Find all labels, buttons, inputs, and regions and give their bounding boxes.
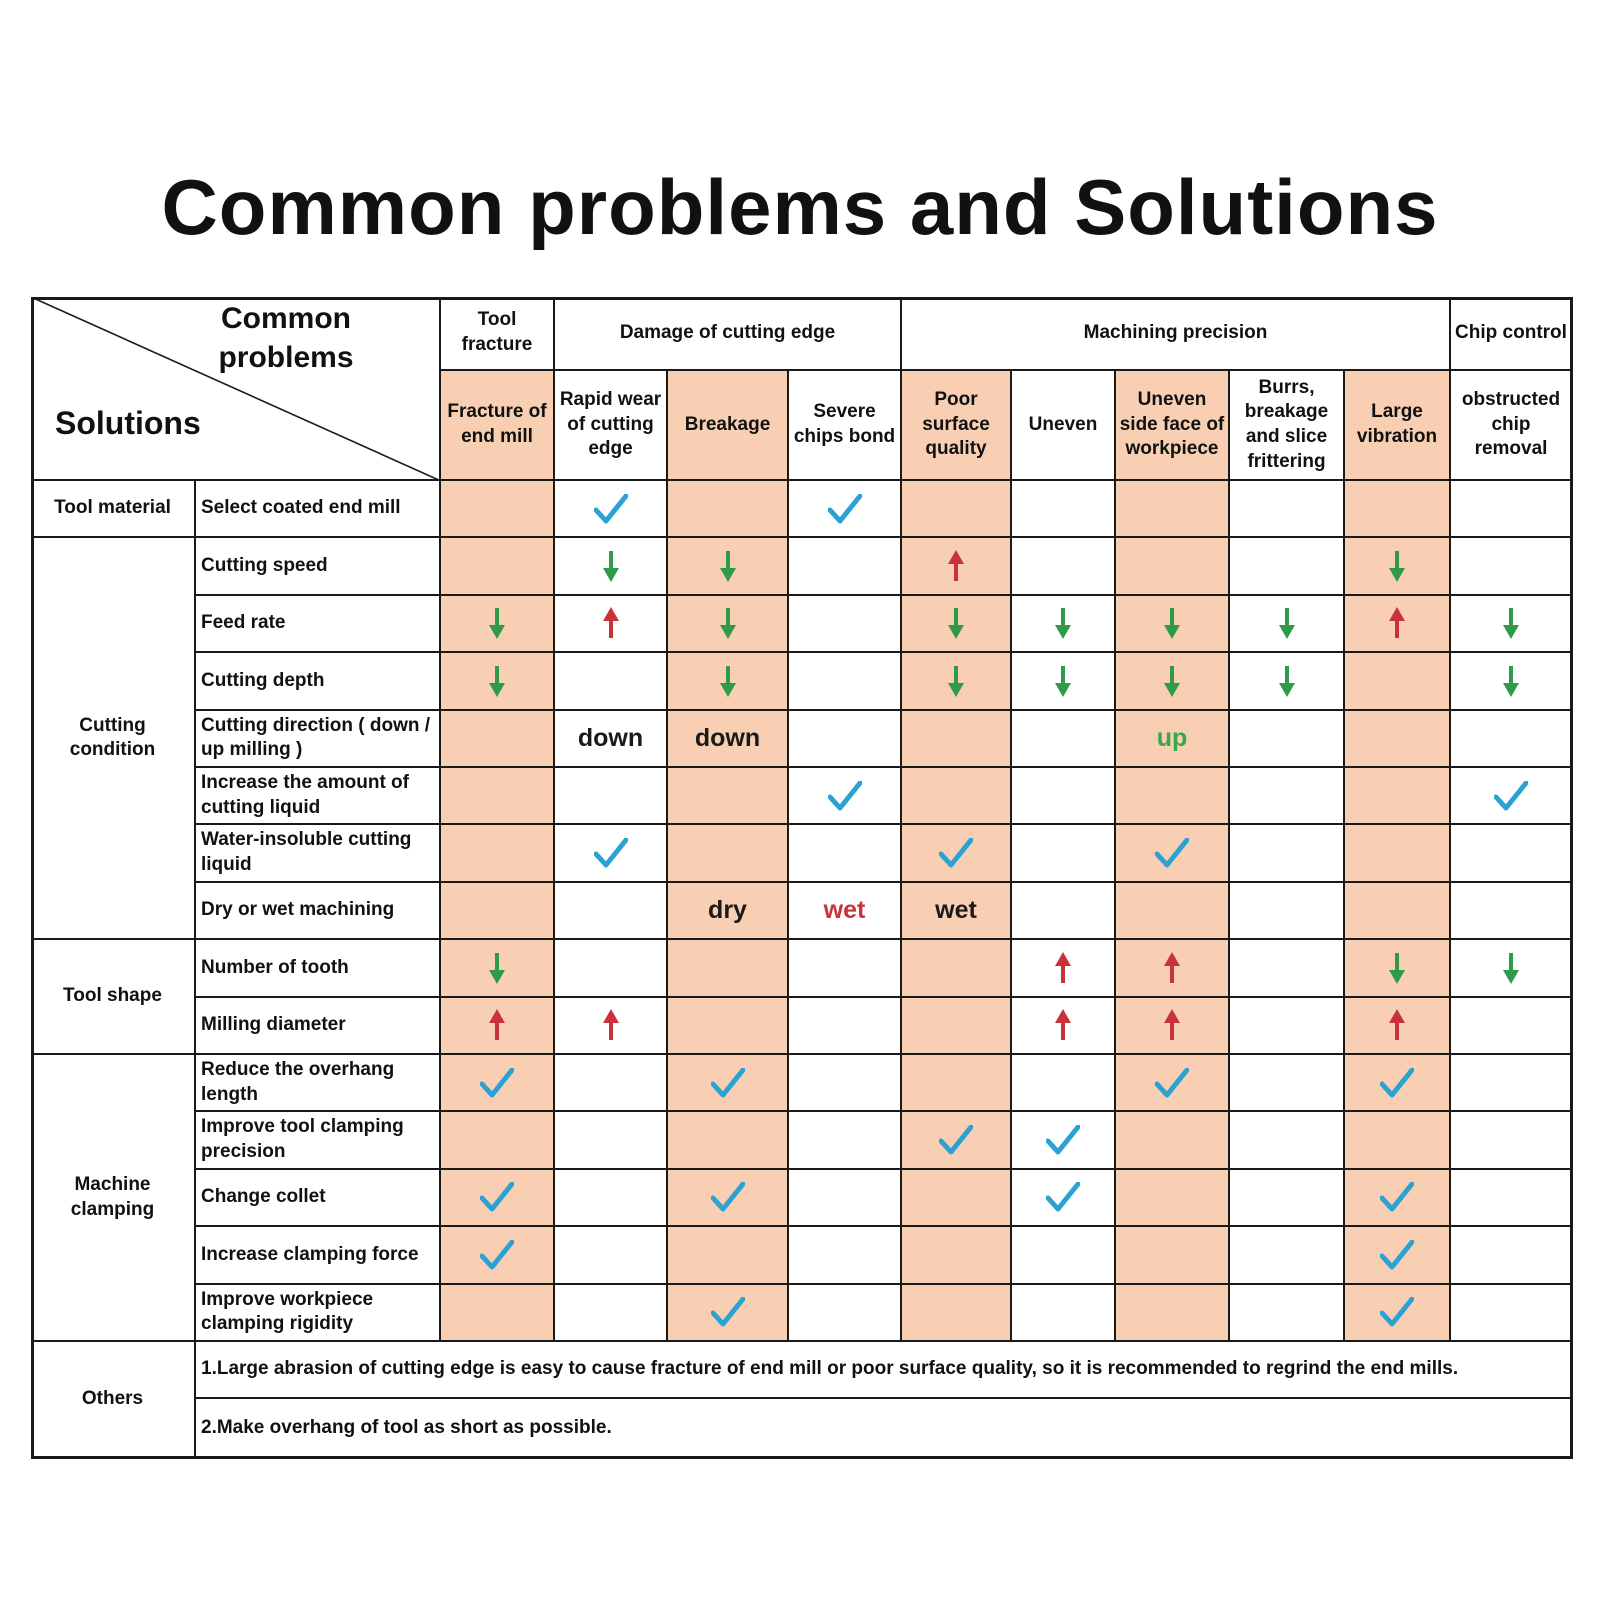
table-cell <box>1451 481 1573 538</box>
arrow-up-icon <box>602 606 620 640</box>
row-label-text: Cutting speed <box>201 554 328 576</box>
check-icon <box>711 1182 745 1212</box>
table-cell <box>1116 825 1230 882</box>
arrow-up-icon <box>1388 606 1406 640</box>
table-cell <box>668 768 789 825</box>
row-label-text: Change collet <box>201 1186 326 1208</box>
table-cell <box>1012 940 1116 997</box>
table-cell <box>1012 883 1116 940</box>
table-cell <box>1345 711 1451 768</box>
table-cell <box>1230 1112 1345 1169</box>
row-label <box>196 940 441 997</box>
column-header <box>1451 371 1573 481</box>
table-cell <box>668 998 789 1055</box>
group-header <box>441 297 555 371</box>
row-label <box>196 1285 441 1342</box>
column-header-label: obstructed chip removal <box>1461 388 1561 460</box>
table-cell <box>441 825 555 882</box>
column-header <box>555 371 668 481</box>
arrow-down-icon <box>1163 664 1181 698</box>
table-cell <box>1451 596 1573 653</box>
cell-word: wet <box>935 896 977 925</box>
table-cell <box>668 596 789 653</box>
arrow-up-icon <box>1054 1008 1072 1042</box>
table-cell <box>441 1112 555 1169</box>
arrow-down-icon <box>1054 606 1072 640</box>
table-cell <box>902 653 1012 710</box>
table-cell <box>441 596 555 653</box>
table-cell <box>1451 768 1573 825</box>
table-cell <box>668 538 789 595</box>
row-label <box>196 596 441 653</box>
cell-word: dry <box>708 896 747 925</box>
table-cell <box>668 711 789 768</box>
table-cell <box>441 1227 555 1284</box>
column-header-label: Uneven <box>1028 413 1098 435</box>
table-cell <box>1230 711 1345 768</box>
column-header <box>1230 371 1345 481</box>
arrow-down-icon <box>1278 606 1296 640</box>
table-cell <box>902 1285 1012 1342</box>
solutions-label: Solutions <box>55 405 201 441</box>
table-cell <box>789 1285 902 1342</box>
check-icon <box>594 838 628 868</box>
table-cell <box>1012 768 1116 825</box>
others-label: Others <box>81 1388 144 1410</box>
table-cell <box>1116 1170 1230 1227</box>
arrow-down-icon <box>488 951 506 985</box>
table-cell <box>441 1055 555 1112</box>
column-header-label: Burrs, breakage and slice frittering <box>1244 376 1329 472</box>
table-cell <box>1345 998 1451 1055</box>
row-label <box>196 653 441 710</box>
category-cell <box>31 481 196 538</box>
table-cell <box>789 1227 902 1284</box>
category-label: Tool shape <box>63 985 162 1007</box>
table-cell <box>1230 596 1345 653</box>
table-cell <box>1345 1170 1451 1227</box>
table-cell <box>902 1170 1012 1227</box>
group-header-label: Chip control <box>1455 321 1567 343</box>
table-cell <box>1230 1285 1345 1342</box>
table-cell <box>555 481 668 538</box>
group-header <box>1451 297 1573 371</box>
table-cell <box>555 768 668 825</box>
check-icon <box>828 494 862 524</box>
row-label <box>196 711 441 768</box>
row-label <box>196 481 441 538</box>
table-cell <box>1230 481 1345 538</box>
arrow-down-icon <box>602 549 620 583</box>
category-cell <box>31 1055 196 1342</box>
table-cell <box>1116 1055 1230 1112</box>
table-cell <box>1116 481 1230 538</box>
table-cell <box>668 1227 789 1284</box>
arrow-down-icon <box>947 664 965 698</box>
table-cell <box>902 940 1012 997</box>
arrow-up-icon <box>947 549 965 583</box>
table-cell <box>1116 768 1230 825</box>
table-cell <box>1345 596 1451 653</box>
table-cell <box>1451 1170 1573 1227</box>
arrow-up-icon <box>1163 1008 1181 1042</box>
check-icon <box>1046 1182 1080 1212</box>
check-icon <box>1380 1182 1414 1212</box>
table-cell <box>789 1112 902 1169</box>
row-label-text: Cutting depth <box>201 669 325 691</box>
row-label <box>196 883 441 940</box>
arrow-down-icon <box>1502 606 1520 640</box>
table-cell <box>555 825 668 882</box>
table-cell <box>441 653 555 710</box>
table-cell <box>1116 940 1230 997</box>
table-cell <box>1451 1285 1573 1342</box>
column-header <box>902 371 1012 481</box>
table-cell <box>902 1227 1012 1284</box>
table-cell <box>1451 653 1573 710</box>
table-cell <box>789 538 902 595</box>
table-cell <box>1116 1227 1230 1284</box>
table-cell <box>1345 768 1451 825</box>
check-icon <box>480 1182 514 1212</box>
table-cell <box>789 940 902 997</box>
table-cell <box>789 768 902 825</box>
group-header <box>902 297 1451 371</box>
table-cell <box>1116 1112 1230 1169</box>
row-label <box>196 1170 441 1227</box>
table-cell <box>441 883 555 940</box>
arrow-up-icon <box>602 1008 620 1042</box>
cell-word: down <box>694 724 761 753</box>
table-cell <box>1345 1112 1451 1169</box>
arrow-down-icon <box>719 549 737 583</box>
table-cell <box>555 1055 668 1112</box>
check-icon <box>480 1240 514 1270</box>
category-label: Cutting condition <box>69 714 156 761</box>
table-cell <box>441 768 555 825</box>
column-header <box>789 371 902 481</box>
group-header <box>555 297 902 371</box>
table-cell <box>1012 596 1116 653</box>
arrow-down-icon <box>488 664 506 698</box>
table-cell <box>1116 653 1230 710</box>
table-cell <box>441 1170 555 1227</box>
table-cell <box>441 998 555 1055</box>
row-label-text: Increase the amount of cutting liquid <box>201 772 409 818</box>
table-cell <box>441 711 555 768</box>
column-header-label: Fracture of end mill <box>447 401 547 447</box>
table-cell <box>902 768 1012 825</box>
table-cell <box>1012 481 1116 538</box>
table-cell <box>555 1170 668 1227</box>
arrow-down-icon <box>1388 549 1406 583</box>
column-header-label: Uneven side face of workpiece <box>1119 388 1225 460</box>
arrow-up-icon <box>1054 951 1072 985</box>
check-icon <box>711 1068 745 1098</box>
row-label-text: Dry or wet machining <box>201 899 395 921</box>
row-label-text: Improve tool clamping precision <box>201 1116 404 1163</box>
row-label <box>196 825 441 882</box>
table-cell <box>441 481 555 538</box>
others-label-cell <box>31 1342 196 1459</box>
table-cell <box>441 940 555 997</box>
table-cell <box>1451 538 1573 595</box>
table-cell <box>1230 1055 1345 1112</box>
check-icon <box>939 838 973 868</box>
cell-word: down <box>577 724 644 753</box>
table-cell <box>1230 653 1345 710</box>
table-cell <box>1345 1227 1451 1284</box>
column-header-label: Breakage <box>684 413 771 435</box>
check-icon <box>1155 1068 1189 1098</box>
column-header <box>1012 371 1116 481</box>
table-cell <box>555 538 668 595</box>
table-cell <box>1012 1227 1116 1284</box>
table-cell <box>668 883 789 940</box>
table-cell <box>1012 1055 1116 1112</box>
category-cell <box>31 538 196 940</box>
table-cell <box>789 1170 902 1227</box>
table-cell <box>789 883 902 940</box>
arrow-down-icon <box>1278 664 1296 698</box>
arrow-down-icon <box>1502 951 1520 985</box>
table-cell <box>555 711 668 768</box>
check-icon <box>711 1297 745 1327</box>
cell-word: up <box>1156 724 1188 753</box>
table-cell <box>441 1285 555 1342</box>
column-header-label: Severe chips bond <box>793 401 896 447</box>
table-cell <box>555 1285 668 1342</box>
table-cell <box>789 596 902 653</box>
table-cell <box>1012 1285 1116 1342</box>
table-cell <box>555 1227 668 1284</box>
table-cell <box>789 653 902 710</box>
arrow-up-icon <box>1163 951 1181 985</box>
table-cell <box>1451 1055 1573 1112</box>
table-cell <box>1116 538 1230 595</box>
table-cell <box>555 596 668 653</box>
arrow-down-icon <box>947 606 965 640</box>
table-cell <box>789 825 902 882</box>
column-header <box>1116 371 1230 481</box>
note-row <box>196 1399 1573 1459</box>
table-cell <box>1012 825 1116 882</box>
table-cell <box>555 1112 668 1169</box>
column-header <box>441 371 555 481</box>
check-icon <box>480 1068 514 1098</box>
group-header-label: Tool fracture <box>461 309 533 355</box>
arrow-down-icon <box>719 606 737 640</box>
arrow-down-icon <box>1388 951 1406 985</box>
column-header-label: Large vibration <box>1356 401 1438 447</box>
table-cell <box>902 596 1012 653</box>
category-label: Tool material <box>54 497 171 519</box>
table-cell <box>1012 653 1116 710</box>
table-cell <box>668 653 789 710</box>
row-label <box>196 1112 441 1169</box>
check-icon <box>1380 1240 1414 1270</box>
table-cell <box>555 998 668 1055</box>
table-cell <box>1230 1227 1345 1284</box>
table-cell <box>1012 998 1116 1055</box>
problems-solutions-table <box>31 297 1573 1459</box>
table-cell <box>902 481 1012 538</box>
check-icon <box>1380 1297 1414 1327</box>
table-cell <box>1451 1112 1573 1169</box>
table-cell <box>1230 1170 1345 1227</box>
check-icon <box>1494 781 1528 811</box>
group-header-label: Machining precision <box>1083 321 1268 343</box>
table-cell <box>1012 1170 1116 1227</box>
table-cell <box>1345 940 1451 997</box>
table-cell <box>1230 825 1345 882</box>
table-cell <box>1345 1055 1451 1112</box>
table-cell <box>1116 711 1230 768</box>
table-cell <box>789 998 902 1055</box>
row-label-text: Feed rate <box>201 612 286 634</box>
table-cell <box>1451 711 1573 768</box>
category-label: Machine clamping <box>70 1173 155 1220</box>
table-cell <box>555 653 668 710</box>
table-cell <box>1345 538 1451 595</box>
row-label-text: Improve workpiece clamping rigidity <box>201 1288 374 1335</box>
table-cell <box>1116 1285 1230 1342</box>
table-cell <box>1451 1227 1573 1284</box>
column-header <box>668 371 789 481</box>
table-cell <box>902 883 1012 940</box>
row-label-text: Milling diameter <box>201 1013 346 1035</box>
row-label-text: Water-insoluble cutting liquid <box>201 829 412 876</box>
row-label-text: Number of tooth <box>201 956 349 978</box>
check-icon <box>828 781 862 811</box>
column-header-label: Poor surface quality <box>922 388 990 460</box>
table-cell <box>789 481 902 538</box>
table-cell <box>441 538 555 595</box>
table-cell <box>668 481 789 538</box>
table-cell <box>668 940 789 997</box>
table-cell <box>1230 768 1345 825</box>
arrow-down-icon <box>1163 606 1181 640</box>
row-label <box>196 998 441 1055</box>
row-label-text: Reduce the overhang length <box>201 1059 395 1105</box>
table-cell <box>1230 883 1345 940</box>
table-cell <box>1116 596 1230 653</box>
table-cell <box>1451 883 1573 940</box>
note-row <box>196 1342 1573 1399</box>
table-cell <box>1345 1285 1451 1342</box>
table-cell <box>1345 883 1451 940</box>
table-cell <box>1116 998 1230 1055</box>
note-text: 1.Large abrasion of cutting edge is easy to cause fracture of end mill or poor surface quality, so it is recommended to regrind the end mills. <box>201 1358 1459 1380</box>
check-icon <box>1046 1125 1080 1155</box>
table-cell <box>789 711 902 768</box>
note-text: 2.Make overhang of tool as short as possible. <box>201 1416 612 1438</box>
table-cell <box>668 825 789 882</box>
arrow-down-icon <box>719 664 737 698</box>
check-icon <box>1155 838 1189 868</box>
table-cell <box>1012 1112 1116 1169</box>
table-cell <box>902 538 1012 595</box>
table-cell <box>1451 940 1573 997</box>
table-cell <box>902 711 1012 768</box>
row-label <box>196 538 441 595</box>
table-cell <box>1230 538 1345 595</box>
table-cell <box>1345 653 1451 710</box>
arrow-down-icon <box>1054 664 1072 698</box>
group-header-label: Damage of cutting edge <box>619 321 836 343</box>
table-cell <box>789 1055 902 1112</box>
table-cell <box>1230 998 1345 1055</box>
table-cell <box>1451 825 1573 882</box>
check-icon <box>939 1125 973 1155</box>
column-header <box>1345 371 1451 481</box>
table-cell <box>902 825 1012 882</box>
arrow-up-icon <box>1388 1008 1406 1042</box>
table-cell <box>902 1055 1012 1112</box>
row-label-text: Increase clamping force <box>201 1243 419 1265</box>
check-icon <box>1380 1068 1414 1098</box>
table-cell <box>1345 481 1451 538</box>
cell-word: wet <box>823 896 866 925</box>
row-label <box>196 1227 441 1284</box>
table-cell <box>555 940 668 997</box>
row-label <box>196 768 441 825</box>
table-cell <box>902 1112 1012 1169</box>
table-cell <box>1012 711 1116 768</box>
table-cell <box>1116 883 1230 940</box>
column-header-label: Rapid wear of cutting edge <box>559 388 662 460</box>
category-cell <box>31 940 196 1055</box>
table-cell <box>1451 998 1573 1055</box>
table-cell <box>668 1055 789 1112</box>
table-cell <box>668 1112 789 1169</box>
row-label <box>196 1055 441 1112</box>
arrow-down-icon <box>488 606 506 640</box>
table-cell <box>555 883 668 940</box>
arrow-up-icon <box>488 1008 506 1042</box>
table-cell <box>1012 538 1116 595</box>
table-cell <box>902 998 1012 1055</box>
corner-header <box>31 297 441 481</box>
table-cell <box>1230 940 1345 997</box>
page-title: Common problems and Solutions <box>161 163 1439 251</box>
common-problems-label: Common problems <box>218 302 354 374</box>
table-cell <box>668 1170 789 1227</box>
arrow-down-icon <box>1502 664 1520 698</box>
row-label-text: Cutting direction ( down / up milling ) <box>201 714 431 761</box>
table-cell <box>668 1285 789 1342</box>
check-icon <box>594 494 628 524</box>
row-label-text: Select coated end mill <box>201 497 401 519</box>
table-cell <box>1345 825 1451 882</box>
